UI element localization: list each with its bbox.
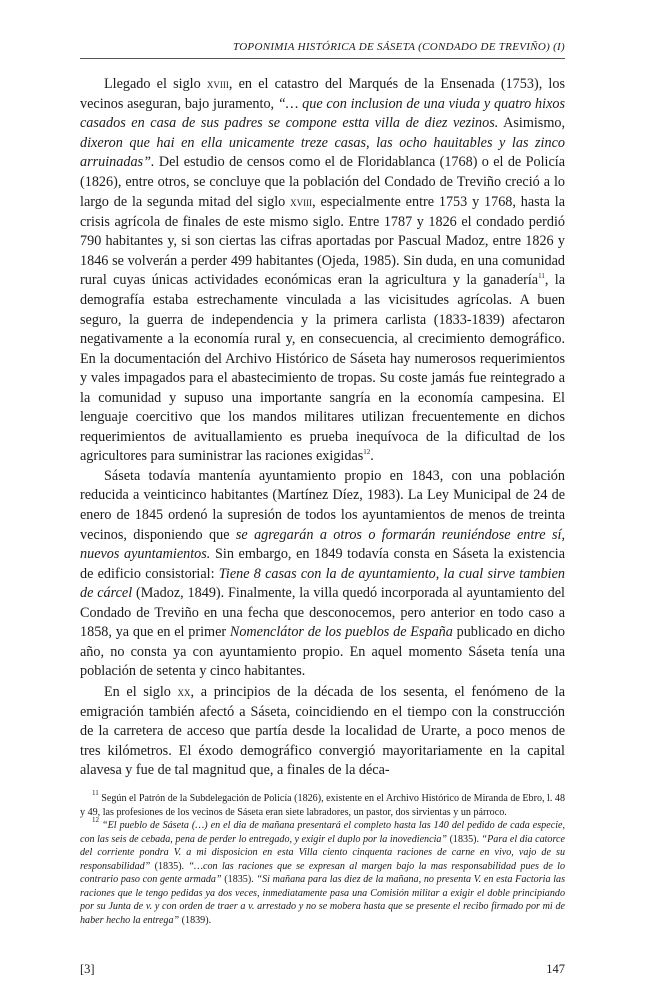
footnote-number: 12 xyxy=(92,816,99,824)
text-run: Asimismo, xyxy=(498,115,565,132)
quotation: Tiene 8 casas con la de ayuntamiento, la cual sirve tambien de cárcel xyxy=(80,565,565,602)
quotation: “El pueblo de Sáseta (…) en el dia de mañana presentará el completo hasta las 140 del pedido de cada especie, con las seis de cebada, pena de perder lo entregado, y exigir el duplo por la inovediencia” xyxy=(80,820,565,845)
quotation: “…con las raciones que se expresan al margen bajo la mas responsabilidad pues de lo contrario paso con gente armada” xyxy=(80,860,565,885)
quotation: “… que con inclusion de una viuda y quatro hixos casados en casa de sus padres se compone estta villa de diez vezinos. xyxy=(80,95,565,132)
footnote-12 xyxy=(80,816,565,927)
text-run: publicado en dicho año, no consta ya con ayuntamiento propio. En aquel momento Sáseta tenía una población de setenta y cinco habitantes. xyxy=(80,624,565,680)
quotation: “Si mañana para las diez de la mañana, no presenta V. en esta Factoria las raciones que le tengo pedidas ya dos veces, inmediatamente pasa una Comisión militar a exigir el doble principiando por su Junta de v. y con orden de traer a v. arrestado y no se mobera hasta que se presente el recibo firmado por mi de haber hecho la entrega” xyxy=(80,874,565,926)
text-run: (1835). xyxy=(221,874,257,885)
quotation: “Para el dia catorce del corriente pondra V. a mi disposicion en esta Villa ciento cinquenta raciones de carne en vivo, vajo de su responsabilidad” xyxy=(80,833,565,872)
text-run: Llegado el siglo xyxy=(104,76,207,92)
century-numeral: xviii xyxy=(206,76,229,91)
text-run: (1839). xyxy=(179,914,212,926)
text-run: , la demografía estaba estrechamente vinculada a las vicisitudes agrícolas. A buen seguro, la guerra de independencia y la primera carlista (1833-1839) afectaron negativamente a la economía rural y, en consecuencia, al crecimiento demográfico. En la documentación del Archivo Histórico de Sáseta hay numerosos requerimientos y vales impagados para el abastecimiento de tropas. Su coste jamás fue reintegrado a la comunidad y supuso una importante sangría en la economía campesina. El lenguaje coercitivo que los mandos militares utilizan frecuentemente en dichos requerimientos de avituallamiento es prueba inequívoca de la dificultad de los agricultores para suministrar las raciones exigidas xyxy=(80,272,565,465)
text-run: Sáseta todavía mantenía ayuntamiento propio en 1843, con una población reducida a veinticinco habitantes (Martínez Díez, 1983). La Ley Municipal de 24 de enero de 1845 ordenó la supresión de todos los ayuntamientos de menos de treinta vecinos, disponiendo que xyxy=(80,467,565,543)
running-title: TOPONIMIA HISTÓRICA DE SÁSETA (CONDADO DE TREVIÑO) (I) xyxy=(232,41,565,53)
text-run: , especialmente entre 1753 y 1768, hasta la crisis agrícola de finales de este mismo siglo. Entre 1787 y 1826 el condado perdió 790 habitantes y, si son ciertas las cifras aportadas por Pascual Madoz, entre 1826 y 1846 se volverán a perder 499 habitantes (Ojeda, 1985). Sin duda, en una comunidad rural cuyas únicas actividades económicas eran la agricultura y la ganadería xyxy=(80,194,565,289)
text-run: Sin embargo, en 1849 todavía consta en Sáseta la existencia de edificio consistorial: xyxy=(80,546,565,582)
text-run: (1835). xyxy=(150,860,189,872)
quotation: dixeron que hai en ella unicamente treze casas, las ocho hauitables y las zinco arruinadas”. xyxy=(80,134,565,171)
paragraph-1 xyxy=(80,74,565,467)
main-text xyxy=(80,74,565,781)
running-header xyxy=(80,40,565,59)
text-run: (1835). xyxy=(447,833,482,845)
footnote-ref-11[interactable]: 11 xyxy=(538,272,545,281)
century-numeral: xviii xyxy=(290,194,313,210)
footnote-ref-12[interactable]: 12 xyxy=(363,448,371,457)
paragraph-2 xyxy=(80,467,565,682)
footnote-text: Según el Patrón de la Subdelegación de Policía (1826), existente en el Archivo Histórico de Miranda de Ebro, l. 48 y 49, las profesiones de los vecinos de Sáseta eran siete labradores, un pastor, dos sirvientas y un párroco. xyxy=(80,793,565,818)
footnote-11 xyxy=(80,789,565,819)
text-run: . xyxy=(370,448,374,465)
paragraph-3 xyxy=(80,682,565,781)
footnotes xyxy=(80,789,565,927)
quotation: se agregarán a otros o formarán reuniéndose entre sí, nuevos ayuntamientos. xyxy=(80,526,565,563)
text-run: Del estudio de censos como el de Floridablanca (1768) o el de Policía (1826), entre otros, se concluye que la población del Condado de Treviño creció a lo largo de la segunda mitad del siglo xyxy=(80,154,565,211)
text-run: , a principios de la década de los sesenta, el fenómeno de la emigración también afectó a Sáseta, coincidiendo en el tiempo con la construcción de la carretera de acceso que partía desde la localidad de Urarte, a poco menos de tres kilómetros. El éxodo demográfico convergió mayoritariamente en la capital alavesa y fue de tal magnitud que, a finales de la déca- xyxy=(80,683,566,779)
footnote-number: 11 xyxy=(92,789,99,797)
text-run: , en el catastro del Marqués de la Ensenada (1753), los vecinos aseguran, bajo juramento, xyxy=(80,76,565,112)
text-run: (Madoz, 1849). Finalmente, la villa quedó incorporada al ayuntamiento del Condado de Treviño en una fecha que desconocemos, pero anterior en todo caso a 1858, ya que en el primer xyxy=(80,585,565,641)
page-number: 147 xyxy=(546,962,565,976)
folio-bracket-number: [3] xyxy=(80,962,95,976)
work-title: Nomenclátor de los pueblos de España xyxy=(229,624,453,641)
text-run: En el siglo xyxy=(104,683,178,700)
century-numeral: xx xyxy=(177,683,191,699)
